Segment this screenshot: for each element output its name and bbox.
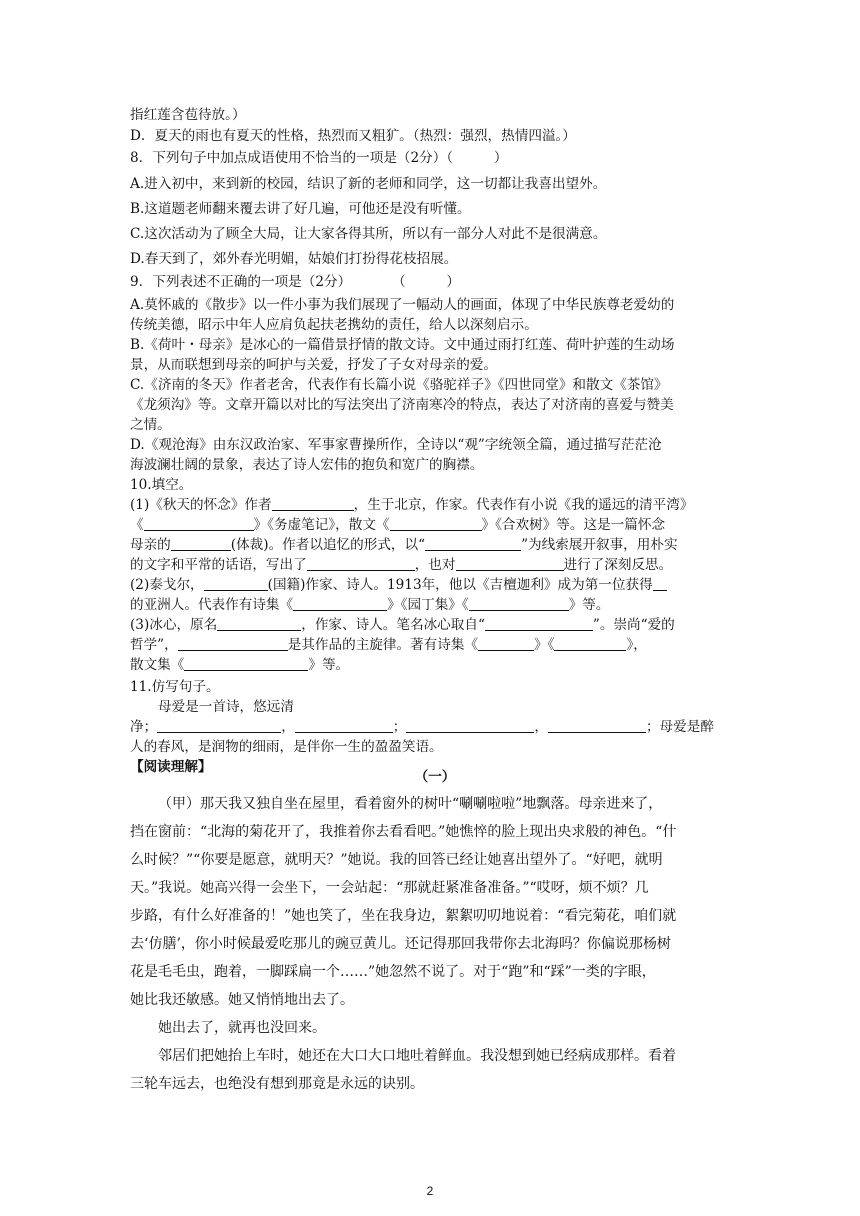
paragraph-line: 挡在窗前：“北海的菊花开了，我推着你去看看吧。”她憔悴的脸上现出央求般的神色。“什 <box>130 824 677 840</box>
option-d: D.春天到了，郊外春光明媚，姑娘们打扮得花枝招展。 <box>130 251 458 267</box>
option-d: D.《观沧海》由东汉政治家、军事家曹操所作，全诗以“观”字统领全篇，通过描写茫茫沧 <box>130 437 662 453</box>
blank-field[interactable] <box>144 516 254 531</box>
blank-field[interactable] <box>425 536 521 551</box>
text-line: D．夏天的雨也有夏天的性格，热烈而又粗犷。（热烈：强烈，热情四溢。） <box>130 128 576 144</box>
fill-line: 净； ， ； ， ；母爱是醉 <box>130 719 714 735</box>
blank-field[interactable] <box>272 496 354 511</box>
blank-field[interactable] <box>469 596 569 611</box>
option-a: A.进入初中，来到新的校园，结识了新的老师和同学，这一切都让我喜出望外。 <box>130 176 607 192</box>
fill-line: 《 》《务虚笔记》，散文《 》《合欢树》等。这是一篇怀念 <box>130 517 666 533</box>
page-number: 2 <box>426 1184 434 1198</box>
text-line: 《龙须沟》等。文章开篇以对比的写法突出了济南寒冷的特点，表达了对济南的喜爱与赞美 <box>130 397 674 413</box>
blank-field[interactable] <box>293 596 387 611</box>
paragraph-line: 邻居们把她抬上车时，她还在大口大口地吐着鲜血。我没想到她已经病成那样。看着 <box>158 1048 676 1064</box>
option-b: B.《荷叶・母亲》是冰心的一篇借景抒情的散文诗。文中通过雨打红莲、荷叶护莲的生动场 <box>130 337 675 353</box>
fill-line: (1)《秋天的怀念》作者 ，生于北京，作家。代表作有小说《我的遥远的清平湾》 <box>130 497 694 513</box>
blank-field[interactable] <box>456 556 564 571</box>
blank-field[interactable] <box>548 718 646 733</box>
blank-field[interactable] <box>184 656 308 671</box>
subsection-heading: （一） <box>414 769 456 785</box>
text-line: 景，从而联想到母亲的呵护与关爱，抒发了子女对母亲的爱。 <box>130 357 498 373</box>
option-c: C.《济南的冬天》作者老舍，代表作有长篇小说《骆驼祥子》《四世同堂》和散文《茶馆》 <box>130 377 668 393</box>
paragraph-line: （甲）那天我又独自坐在屋里，看着窗外的树叶“唰唰啦啦”地飘落。母亲进来了， <box>158 796 663 812</box>
fill-line: 哲学”， 是其作品的主旋律。著有诗集《 》《 》， <box>130 637 647 653</box>
blank-field[interactable] <box>204 576 268 591</box>
blank-field[interactable] <box>295 718 393 733</box>
blank-field[interactable] <box>217 616 301 631</box>
blank-field[interactable] <box>406 718 534 733</box>
blank-field[interactable] <box>485 616 593 631</box>
blank-field[interactable] <box>157 718 281 733</box>
fill-line: 的亚洲人。代表作有诗集《 》《园丁集》《 》等。 <box>130 597 610 613</box>
option-a: A.莫怀戚的《散步》以一件小事为我们展现了一幅动人的画面，体现了中华民族尊老爱幼的 <box>130 297 675 313</box>
paragraph-line: 三轮车远去，也绝没有想到那竟是永远的诀别。 <box>130 1076 424 1092</box>
text-line: 之情。 <box>130 417 171 433</box>
option-b: B.这道题老师翻来覆去讲了好几遍，可他还是没有听懂。 <box>130 201 471 217</box>
text-line: 海波澜壮阔的景象，表达了诗人宏伟的抱负和宽广的胸襟。 <box>130 457 484 473</box>
text-line: 母爱是一首诗，悠远清 <box>158 699 294 715</box>
blank-field[interactable] <box>554 636 626 651</box>
question-8: 8．下列句子中加点成语使用不恰当的一项是（2分）（ ） <box>130 150 508 166</box>
blank-field[interactable] <box>178 636 288 651</box>
fill-line: (3)冰心，原名 ，作家、诗人。笔名冰心取自“ ”。崇尚“爱的 <box>130 617 675 633</box>
fill-line: 散文集《 》等。 <box>130 657 350 673</box>
fill-line: 母亲的 (体裁)。作者以追忆的形式，以“ ”为线索展开叙事，用朴实 <box>130 537 678 553</box>
text-line: 传统美德，昭示中年人应肩负起扶老携幼的责任，给人以深刻启示。 <box>130 317 538 333</box>
paragraph-line: 么时候？”“你要是愿意，就明天？”她说。我的回答已经让她喜出望外了。“好吧，就明 <box>130 852 663 868</box>
text-line: 指红莲含苞待放。） <box>130 107 246 123</box>
fill-line: (2)泰戈尔， (国籍)作家、诗人。1913年，他以《吉檀迦利》成为第一位获得 <box>130 576 740 594</box>
blank-field[interactable] <box>390 516 482 531</box>
paragraph-line: 天。”我说。她高兴得一会坐下，一会站起：“那就赶紧准备准备。”“哎呀，烦不烦？几 <box>130 880 649 896</box>
question-10: 10.填空。 <box>130 477 193 493</box>
paragraph-line: 她出去了，就再也没回来。 <box>158 1020 326 1036</box>
blank-field[interactable] <box>478 636 534 651</box>
blank-field[interactable] <box>653 576 667 591</box>
paragraph-line: 她比我还敏感。她又悄悄地出去了。 <box>130 992 354 1008</box>
section-heading: 【阅读理解】 <box>130 759 212 775</box>
paragraph-line: 花是毛毛虫，跑着，一脚踩扁一个……”她忽然不说了。对于“跑”和“踩”一类的字眼， <box>130 964 656 980</box>
question-11: 11.仿写句子。 <box>130 679 220 695</box>
blank-field[interactable] <box>171 536 231 551</box>
paragraph-line: 去‘仿膳’，你小时候最爱吃那儿的豌豆黄儿。还记得那回我带你去北海吗？你偏说那杨树 <box>130 936 671 952</box>
fill-line: 的文字和平常的话语，写出了 ，也对 进行了深刻反思。 <box>130 557 673 573</box>
text-line: 人的春风，是润物的细雨，是伴你一生的盈盈笑语。 <box>130 739 443 755</box>
option-c: C.这次活动为了顾全大局，让大家各得其所，所以有一部分人对此不是很满意。 <box>130 226 607 242</box>
question-9: 9．下列表述不正确的一项是（2分） （ ） <box>130 274 460 290</box>
blank-field[interactable] <box>307 556 415 571</box>
paragraph-line: 步路，有什么好准备的！”她也笑了，坐在我身边，絮絮叨叨地说着：“看完菊花，咱们就 <box>130 908 677 924</box>
